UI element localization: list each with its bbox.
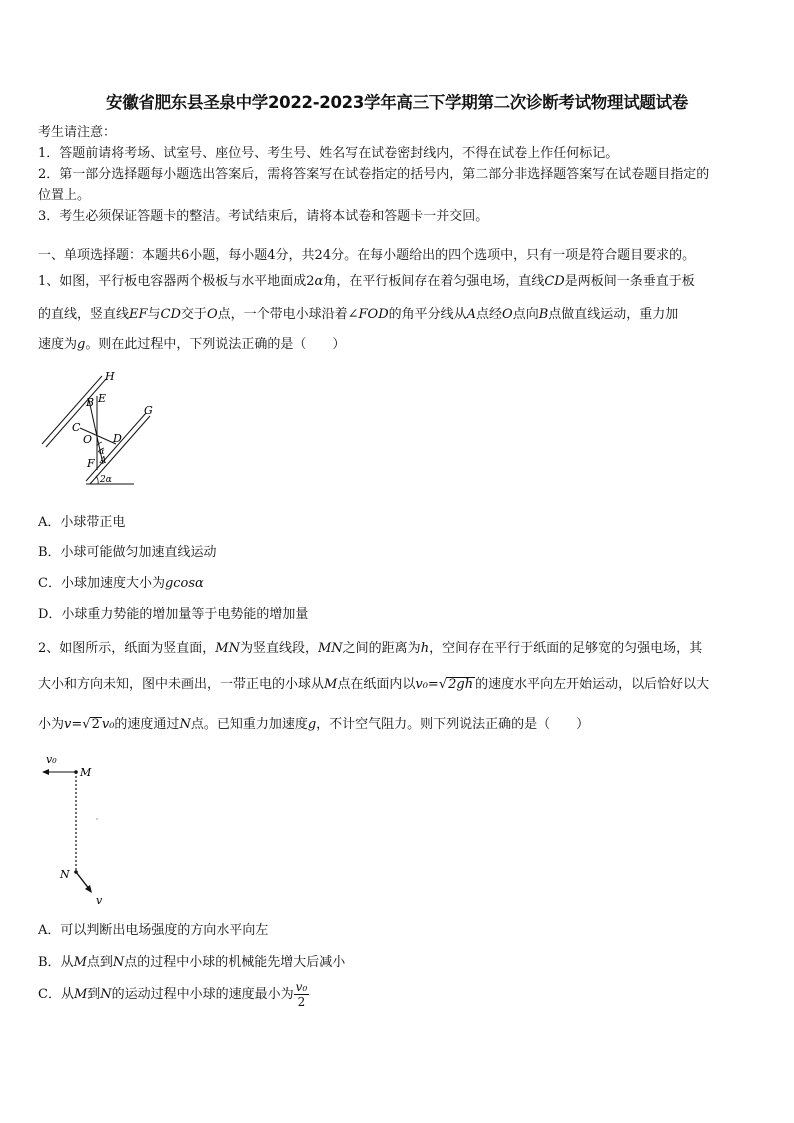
q2-option-b: B．从M点到N点的过程中小球的机械能先增大后减小 xyxy=(38,955,346,970)
sqrt-sign: √ xyxy=(438,677,448,692)
q1-option-b: B．小球可能做匀加速直线运动 xyxy=(38,545,217,560)
notice-item-2: 2．第一部分选择题每小题选出答案后，需将答案写在试卷指定的括号内，第二部分非选择题答案写在试卷题目指定的 xyxy=(38,167,710,182)
fig1-label-2alpha: 2α xyxy=(100,475,112,485)
q1-option-d: D．小球重力势能的增加量等于电势能的增加量 xyxy=(38,607,309,622)
notice-item-2-cont: 位置上。 xyxy=(38,188,91,203)
fig1-label-E: E xyxy=(98,392,107,405)
fig1-label-O: O xyxy=(83,433,93,446)
fig1-label-G: G xyxy=(144,404,153,417)
q2-line-1: 2、如图所示，纸面为竖直面，MN为竖直线段，MN之间的距离为h，空间存在平行于纸面的足够宽的匀强电场，其 xyxy=(38,641,703,656)
notice-item-1: 1．答题前请将考场、试室号、座位号、考生号、姓名写在试卷密封线内，不得在试卷上作任何标记。 xyxy=(38,146,619,161)
section-heading: 一、单项选择题：本题共6小题，每小题4分，共24分。在每小题给出的四个选项中，只有一项是符合题目要求的。 xyxy=(38,248,696,263)
q1-line-2: 的直线，竖直线EF与CD交于O点，一个带电小球沿着∠FOD的角平分线从A点经O点向B点做直线运动，重力加 xyxy=(38,307,679,322)
q2-line-2: 大小和方向未知，图中未画出，一带正电的小球从M点在纸面内以v₀=√2gh 的速度水平向左开始运动，以后恰好以大 xyxy=(38,677,710,692)
q1-line-3: 速度为g。则在此过程中，下列说法正确的是（ ） xyxy=(38,337,346,352)
fraction-v0-over-2: $\frac{\text{v₀}}{2}$ xyxy=(295,980,308,1009)
q1-capacitor-figure xyxy=(36,368,166,490)
fig2-label-N: N xyxy=(60,868,70,881)
q2-line-3: 小为v=√2 v₀的速度通过N点。已知重力加速度g，不计空气阻力。则下列说法正确的是（ ） xyxy=(38,717,590,732)
q1-option-a: A．小球带正电 xyxy=(38,515,126,530)
fig1-label-D: D xyxy=(113,432,122,445)
fig1-label-C: C xyxy=(72,421,81,434)
page-title: 安徽省肥东县圣泉中学2022-2023学年高三下学期第二次诊断考试物理试题试卷 xyxy=(106,93,688,112)
q2-option-a: A．可以判断出电场强度的方向水平向左 xyxy=(38,923,269,938)
q1-line-1: 1、如图，平行板电容器两个极板与水平地面成2α角，在平行板间存在着匀强电场，直线CD是两板间一条垂直于板 xyxy=(38,274,695,289)
fig2-label-M: M xyxy=(80,766,92,779)
fig1-label-alpha: α xyxy=(99,447,105,456)
fig1-label-F: F xyxy=(87,457,95,470)
q2-mn-figure xyxy=(36,748,126,908)
notice-item-3: 3．考生必须保证答题卡的整洁。考试结束后，请将本试卷和答题卡一并交回。 xyxy=(38,209,489,224)
fig1-label-H: H xyxy=(105,370,115,383)
fig2-label-v0: v₀ xyxy=(46,753,57,766)
fig1-label-A: A xyxy=(100,456,107,466)
notice-heading: 考生请注意： xyxy=(38,125,117,140)
q2-option-c: C．从M到N的运动过程中小球的速度最小为 $\frac{\text{v₀}}{2}$ xyxy=(38,980,308,1009)
fig1-label-B: B xyxy=(86,396,95,409)
fig2-label-v: v xyxy=(96,894,103,907)
q1-option-c: C．小球加速度大小为gcosα xyxy=(38,576,204,591)
sqrt-sign: √ xyxy=(82,717,91,732)
